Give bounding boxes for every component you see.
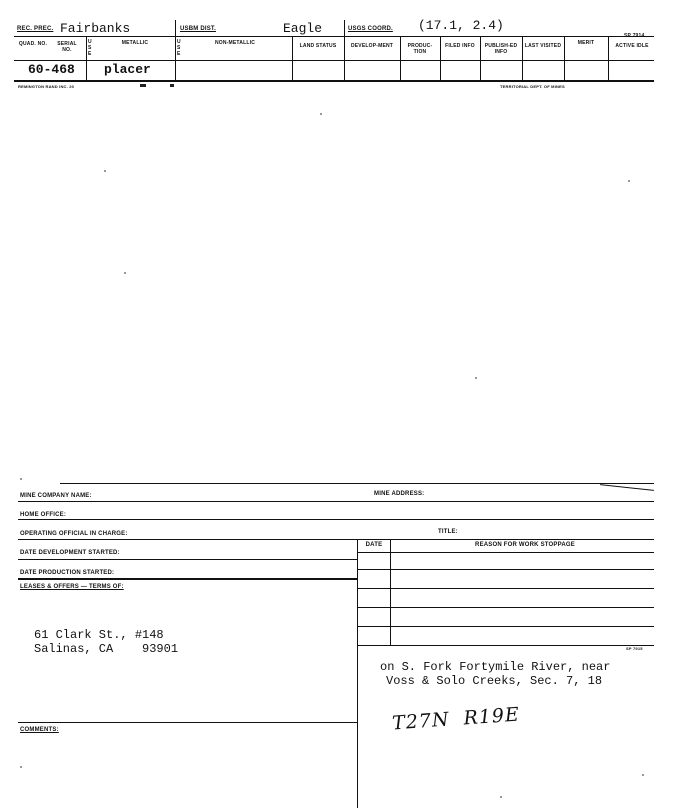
bottom-top-stroke xyxy=(600,484,654,491)
top-footer-marks-2 xyxy=(170,84,174,87)
col-land-status: LAND STATUS xyxy=(299,43,337,49)
address-line-2: Salinas, CA 93901 xyxy=(34,642,179,656)
reason-col-label: REASON FOR WORK STOPPAGE xyxy=(475,542,575,548)
row-quad-serial: 60-468 xyxy=(28,62,75,77)
usbm-dist-value: Eagle xyxy=(283,21,323,36)
col-metallic: METALLIC xyxy=(121,40,149,46)
col-non-metallic: NON-METALLIC xyxy=(214,40,256,46)
mine-company-name-label: MINE COMPANY NAME: xyxy=(20,493,92,499)
rec-prec-value: Fairbanks xyxy=(60,21,131,36)
col-filed-info: FILED INFO xyxy=(445,43,475,49)
usgs-coord-value: (17.1, 2.4) xyxy=(418,18,504,33)
usgs-coord-label: USGS COORD. xyxy=(348,26,393,32)
location-line-1: on S. Fork Fortymile River, near xyxy=(380,660,611,674)
top-footer-left: REMINGTON RAND INC. 20 xyxy=(18,84,75,89)
home-office-label: HOME OFFICE: xyxy=(20,512,67,518)
col-development: DEVELOP-MENT xyxy=(350,43,394,49)
handwritten-township-range: T27N R19E xyxy=(391,703,521,735)
bottom-form-number: SP 7915 xyxy=(626,646,643,651)
operating-official-label: OPERATING OFFICIAL IN CHARGE: xyxy=(20,531,128,537)
rec-prec-label: REC. PREC. xyxy=(17,26,54,32)
col-active-idle: ACTIVE IDLE xyxy=(615,43,649,49)
leases-label: LEASES & OFFERS — TERMS OF: xyxy=(20,584,124,590)
date-production-label: DATE PRODUCTION STARTED: xyxy=(20,570,115,576)
date-col-label: DATE xyxy=(365,542,383,548)
col-merit: MERIT xyxy=(577,40,595,46)
date-development-label: DATE DEVELOPMENT STARTED: xyxy=(20,550,120,556)
col-use-1: U S E xyxy=(88,39,92,57)
col-quad-no: QUAD. NO. xyxy=(18,41,48,47)
row-metallic: placer xyxy=(104,62,151,77)
col-production: PRODUC-TION xyxy=(407,43,433,55)
top-footer-marks xyxy=(140,84,146,87)
address-line-1: 61 Clark St., #148 xyxy=(34,628,164,642)
usbm-dist-label: USBM DIST. xyxy=(180,26,217,32)
top-form-number: SP 7914 xyxy=(624,33,645,39)
col-last-visited: LAST VISITED xyxy=(524,43,562,49)
top-footer-right: TERRITORIAL DEPT. OF MINES xyxy=(500,84,565,89)
title-label: TITLE: xyxy=(438,529,458,535)
col-serial-no: SERIAL NO. xyxy=(57,41,77,53)
comments-label: COMMENTS: xyxy=(20,727,59,733)
col-use-2: U S E xyxy=(177,39,181,57)
mine-address-label: MINE ADDRESS: xyxy=(374,491,425,497)
col-published-info: PUBLISH-ED INFO xyxy=(484,43,518,55)
location-line-2: Voss & Solo Creeks, Sec. 7, 18 xyxy=(386,674,603,688)
